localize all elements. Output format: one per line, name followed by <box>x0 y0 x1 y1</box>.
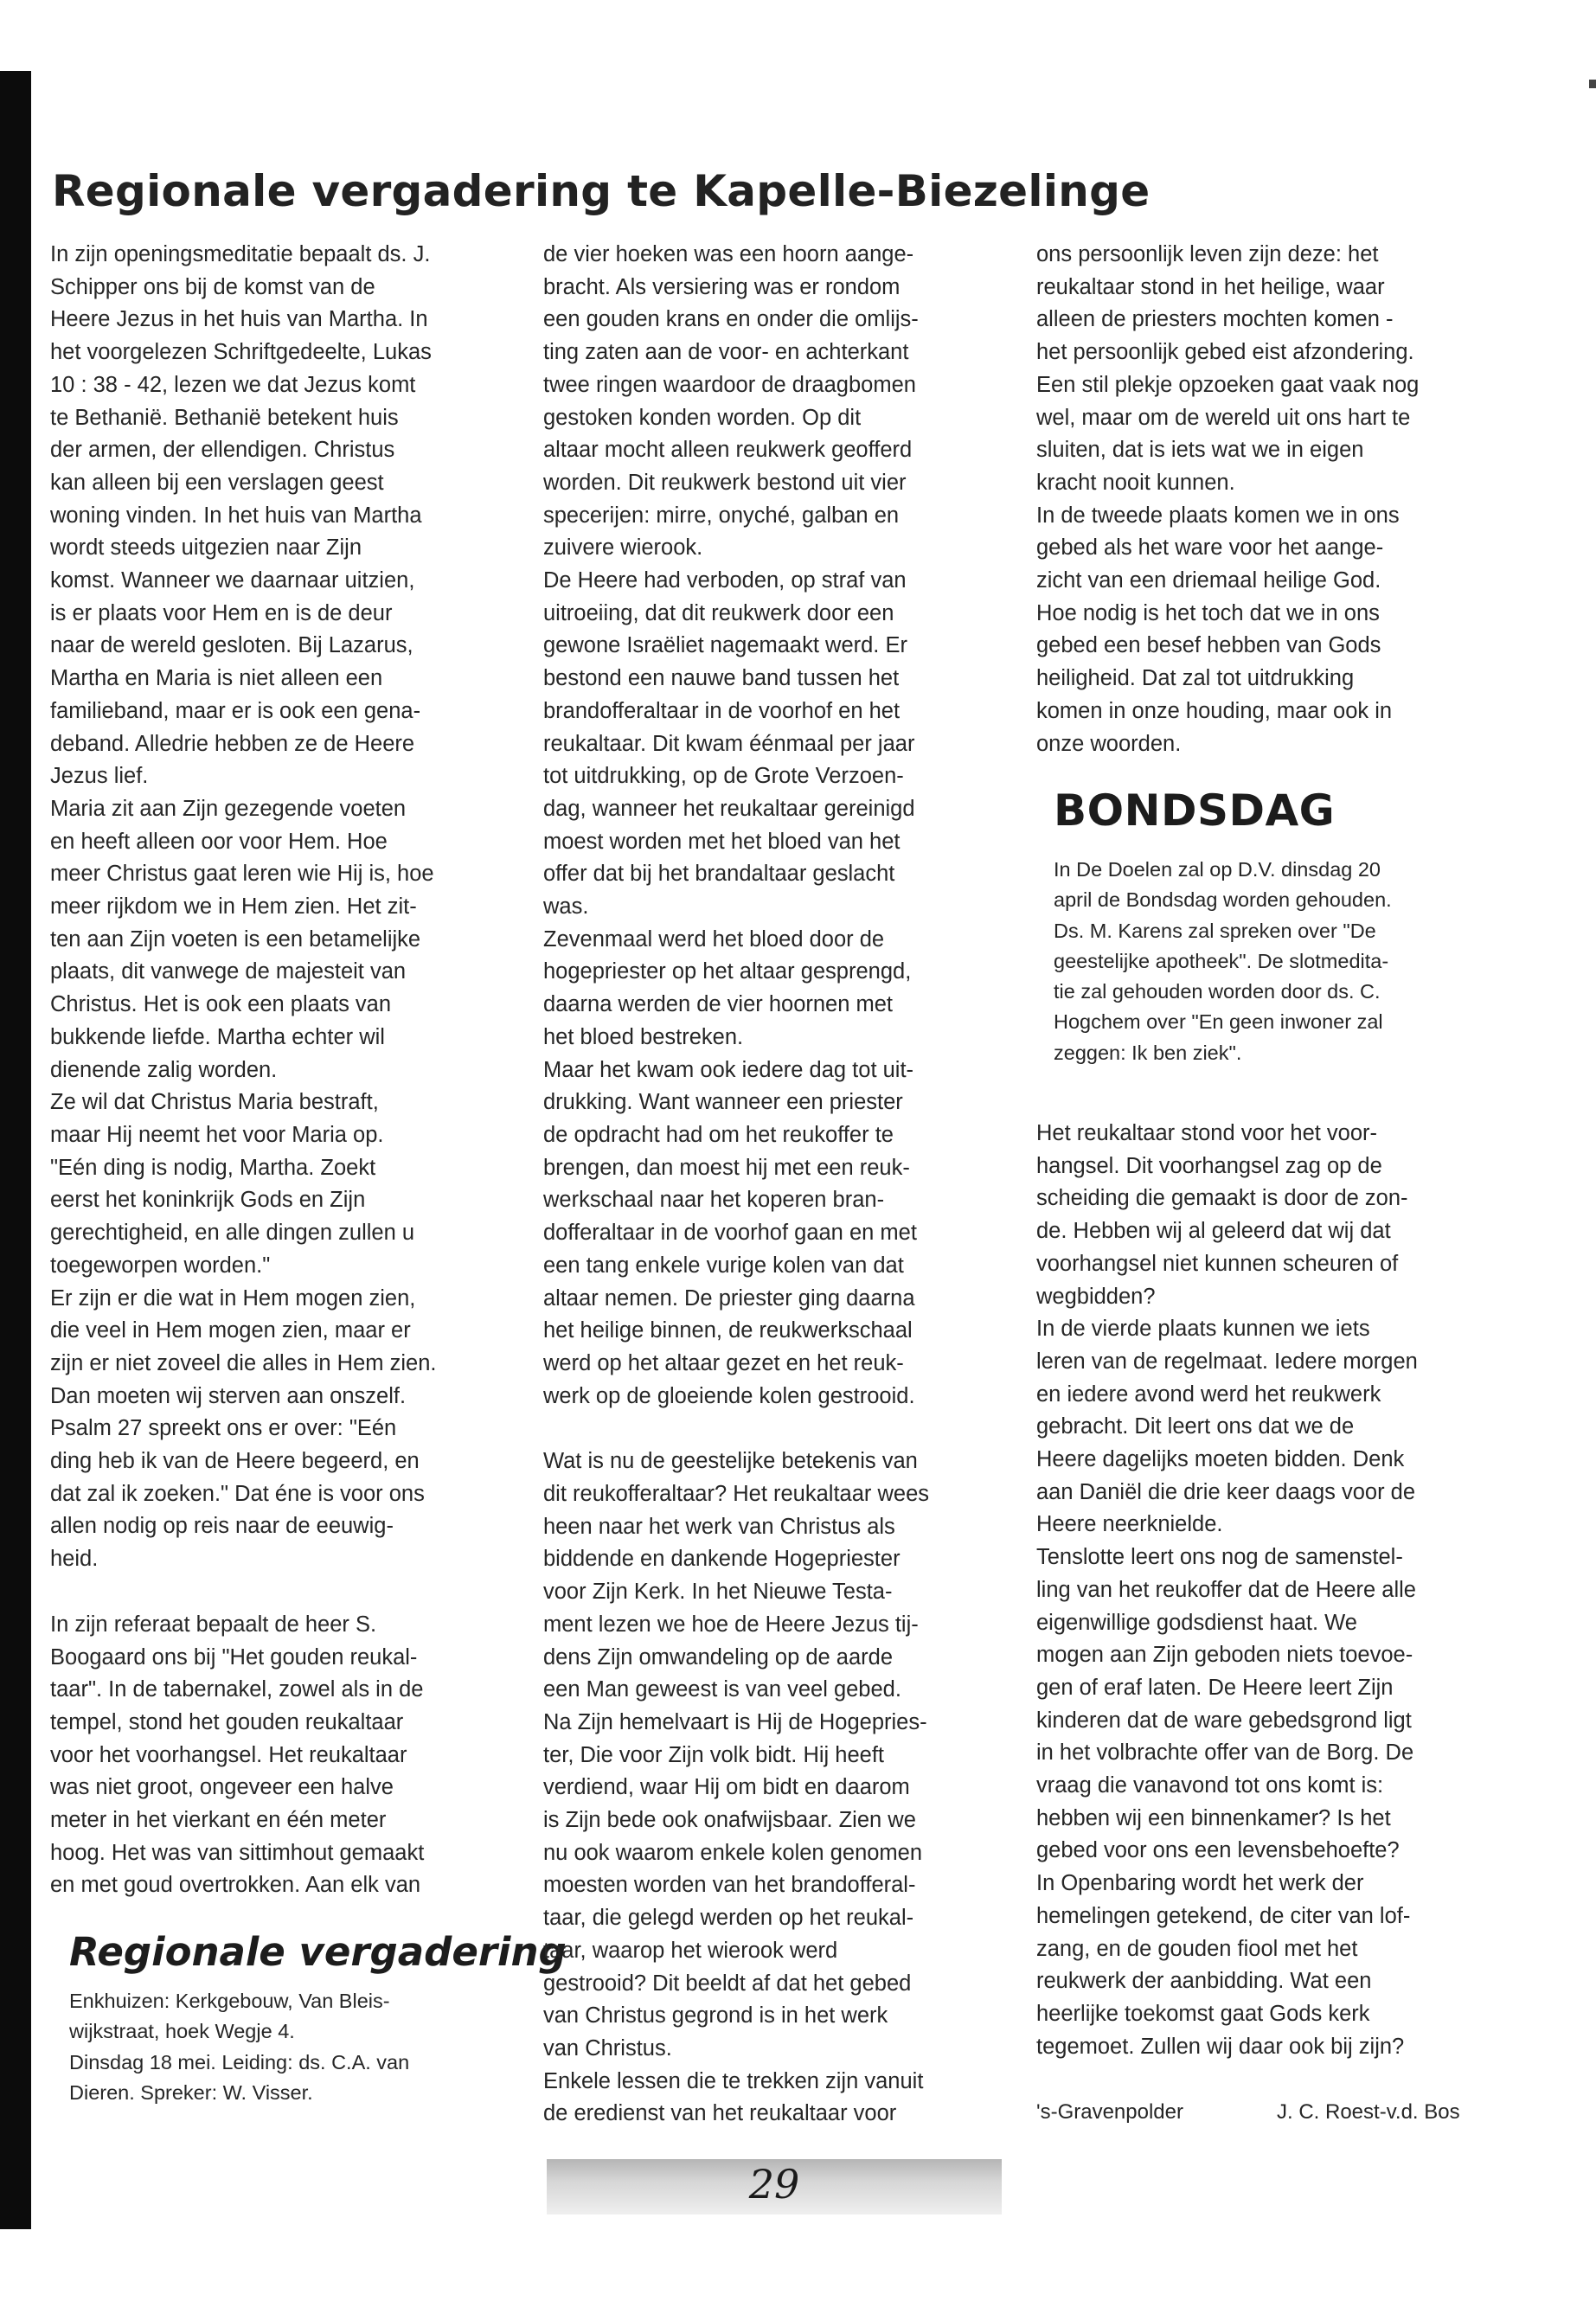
col3-paragraph-5: Tenslotte leert ons nog de samenstel- ling van het reukoffer dat de Heere alle eigenwillige godsdienst haat. We mogen aan Zijn geboden niets toevoe- gen of eraf laten. De Heere leert Zijn kinderen dat de ware gebedsgrond ligt in het volbrachte offer van de Borg. De vraag die vanavond tot ons komt is: hebben wij een binnenkamer? Is het gebed voor ons een levensbehoefte? In Openbaring wordt het werk der hemelingen getekend, de citer van lof- zang, en de gouden fiool met het reukwerk der aanbidding. Wat een heerlijke toekomst gaat Gods kerk tegemoet. Zullen wij daar ook bij zijn? <box>1036 1545 1416 2059</box>
scan-corner-mark <box>1589 80 1596 88</box>
paragraph-gap <box>50 1576 510 1609</box>
col2-paragraph-2: De Heere had verboden, op straf van uitroeiing, dat dit reukwerk door een gewone Israëliet nagemaakt werd. Er bestond een nauwe band tussen het brandofferaltaar in de voorhof en het reukaltaar. Dit kwam éénmaal per jaar tot uitdrukking, op de Grote Verzoen- dag, wanneer het reukaltaar gereinigd moest worden met het bloed van het offer dat bij het brandaltaar geslacht was. <box>543 568 915 920</box>
col1-paragraph-3: Ze wil dat Christus Maria bestraft, maar Hij neemt het voor Maria op. "Eén ding is nodig, Martha. Zoekt eerst het koninkrijk Gods en Zijn gerechtigheid, en alle dingen zullen u toegeworpen worden." <box>50 1090 415 1278</box>
paragraph-gap <box>543 1413 1002 1445</box>
col1-paragraph-1: In zijn openingsmeditatie bepaalt ds. J. Schipper ons bij de komst van de Heere Jezus in het huis van Martha. In het voorgelezen Schriftgedeelte, Lukas 10 : 38 - 42, lezen we dat Jezus komt te Bethanië. Bethanië betekent huis der armen, der ellendigen. Christus kan alleen bij een verslagen geest woning vinden. In het huis van Martha wordt steeds uitgezien naar Zijn komst. Wanneer we daarnaar uitzien, is er plaats voor Hem en is de deur naar de wereld gesloten. Bij Lazarus, Martha en Maria is niet alleen een familieband, maar er is ook een gena- deband. Alledrie hebben ze de Heere Jezus lief. <box>50 242 432 789</box>
col2-paragraph-6: Enkele lessen die te trekken zijn vanuit de eredienst van het reukaltaar voor <box>543 2068 924 2126</box>
column-1 <box>50 239 510 1902</box>
col3-paragraph-4: In de vierde plaats kunnen we iets leren van de regelmaat. Iedere morgen en iedere avond werd het reukwerk gebracht. Dit leert ons dat we de Heere dagelijks moeten bidden. Denk aan Daniël die drie keer daags voor de Heere neerknielde. <box>1036 1317 1418 1537</box>
col1-paragraph-5: In zijn referaat bepaalt de heer S. Boogaard ons bij "Het gouden reukal- taar". In de tabernakel, zowel als in de tempel, stond het gouden reukaltaar voor het voorhangsel. Het reukaltaar was niet groot, ongeveer een halve meter in het vierkant en één meter hoog. Het was van sittimhout gemaakt en met goud overtrokken. Aan elk van <box>50 1612 425 1898</box>
bondsdag-announcement: In De Doelen zal op D.V. dinsdag 20 april de Bondsdag worden gehouden. Ds. M. Karens zal spreken over "De geestelijke apotheek". De slotmedita- tie zal gehouden worden door ds. C. Hogchem over "En geen inwoner zal zeggen: Ik ben ziek". <box>1054 858 1392 1064</box>
scan-edge-bar <box>0 71 31 2229</box>
article-title: Regionale vergadering te Kapelle-Biezelinge <box>52 166 1151 216</box>
regional-meeting-heading: Regionale vergadering <box>69 1929 567 1975</box>
col2-paragraph-1: de vier hoeken was een hoorn aange- bracht. Als versiering was er rondom een gouden krans en onder die omlijs- ting zaten aan de voor- en achterkant twee ringen waardoor de draagbomen gestoken konden worden. Op dit altaar mocht alleen reukwerk geofferd worden. Dit reukwerk bestond uit vier specerijen: mirre, onyché, galban en zuivere wierook. <box>543 242 919 561</box>
col3-paragraph-1: ons persoonlijk leven zijn deze: het reukaltaar stond in het heilige, waar alleen de priesters mochten komen - het persoonlijk gebed eist afzondering. Een stil plekje opzoeken gaat vaak nog wel, maar om de wereld uit ons hart te sluiten, dat is iets wat we in eigen kracht nooit kunnen. <box>1036 242 1420 495</box>
col2-paragraph-3: Zevenmaal werd het bloed door de hogepriester op het altaar gesprengd, daarna werden de vier hoornen met het bloed bestreken. <box>543 926 912 1049</box>
col1-paragraph-4: Er zijn er die wat in Hem mogen zien, die veel in Hem mogen zien, maar er zijn er niet zoveel die alles in Hem zien. Dan moeten wij sterven aan onszelf. Psalm 27 spreekt ons er over: "Eén ding heb ik van de Heere begeerd, en dat zal ik zoeken." Dat éne is voor ons allen nodig op reis naar de eeuwig- heid. <box>50 1285 437 1572</box>
column-2 <box>543 239 1002 2131</box>
column-3-lower <box>1036 1118 1503 2063</box>
signature-name: J. C. Roest-v.d. Bos <box>1277 2100 1460 2124</box>
column-3 <box>1036 239 1503 760</box>
page-number: 29 <box>748 2161 800 2208</box>
col3-paragraph-2: In de tweede plaats komen we in ons gebed als het ware voor het aange- zicht van een driemaal heilige God. Hoe nodig is het toch dat we in ons gebed een besef hebben van Gods heiligheid. Dat zal tot uitdrukking komen in onze houding, maar ook in onze woorden. <box>1036 503 1400 756</box>
col1-paragraph-2: Maria zit aan Zijn gezegende voeten en heeft alleen oor voor Hem. Hoe meer Christus gaat leren wie Hij is, hoe meer rijkdom we in Hem zien. Het zit- ten aan Zijn voeten is een betamelijke plaats, dit vanwege de majesteit van Christus. Het is ook een plaats van bukkende liefde. Martha echter wil dienende zalig worden. <box>50 796 434 1082</box>
col3-paragraph-3: Het reukaltaar stond voor het voor- hangsel. Dit voorhangsel zag op de scheiding die gemaakt is door de zon- de. Hebben wij al geleerd dat wij dat voorhangsel niet kunnen scheuren of wegbidden? <box>1036 1121 1408 1309</box>
regional-meeting-details: Enkhuizen: Kerkgebouw, Van Bleis- wijkstraat, hoek Wegje 4. Dinsdag 18 mei. Leiding: ds. C.A. van Dieren. Spreker: W. Visser. <box>69 1990 410 2104</box>
col2-paragraph-4: Maar het kwam ook iedere dag tot uit- drukking. Want wanneer een priester de opdracht had om het reukoffer te brengen, dan moest hij met een reuk- werkschaal naar het koperen bran- dofferaltaar in de voorhof gaan en met een tang enkele vurige kolen van dat altaar nemen. De priester ging daarna het heilige binnen, de reukwerkschaal werd op het altaar gezet en het reuk- werk op de gloeiende kolen gestrooid. <box>543 1057 917 1408</box>
col2-paragraph-5: Wat is nu de geestelijke betekenis van dit reukofferaltaar? Het reukaltaar wees heen naar het werk van Christus als biddende en dankende Hogepriester voor Zijn Kerk. In het Nieuwe Testa- ment lezen we hoe de Heere Jezus tij- dens Zijn omwandeling op de aarde een Man geweest is van veel gebed. Na Zijn hemelvaart is Hij de Hogepries- ter, Die voor Zijn volk bidt. Hij heeft verdiend, waar Hij om bidt en daarom is Zijn bede ook onafwijsbaar. Zien we nu ook waarom enkele kolen genomen moesten worden van het brandofferal- taar, die gelegd werden op het reukal- taar, waarop het wierook werd gestrooid? Dit beeldt af dat het gebed van Christus gegrond is in het werk van Christus. <box>543 1449 930 2061</box>
bondsdag-heading: BONDSDAG <box>1054 785 1336 836</box>
signature-place: 's-Gravenpolder <box>1036 2100 1183 2124</box>
